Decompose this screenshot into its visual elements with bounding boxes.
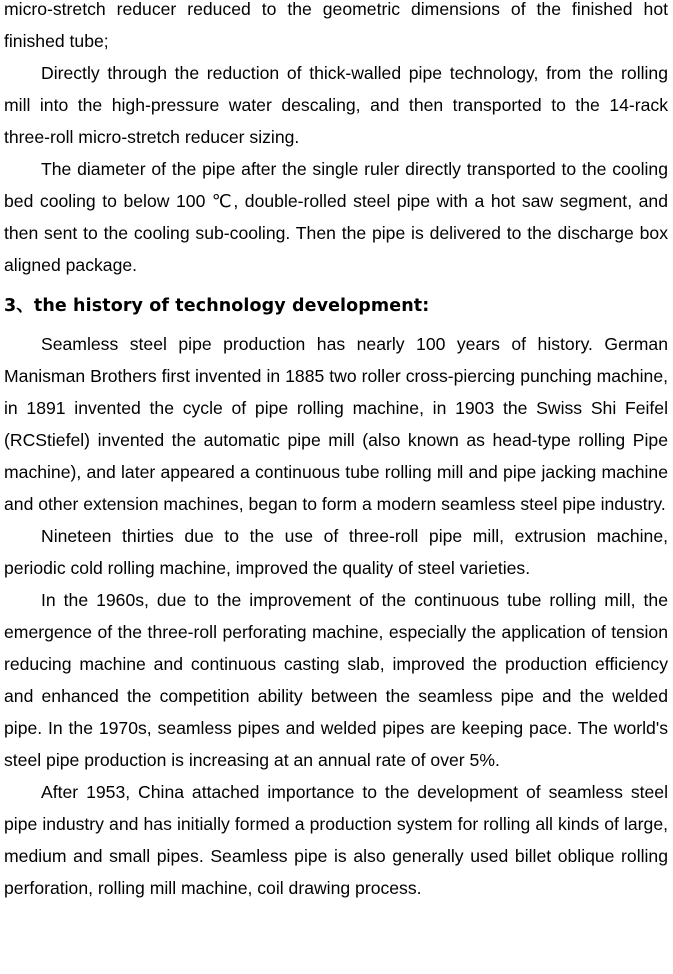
paragraph-cooling-bed: The diameter of the pipe after the single ruler directly transported to the cooling bed cooling to below 100 ℃, double-rolled steel pipe with a hot saw segment, and then sent to the cooling sub-cooling. Then the pipe is delivered to the discharge box aligned package. [4,159,668,275]
paragraph-1960s: In the 1960s, due to the improvement of the continuous tube rolling mill, the emergence of the three-roll perforating machine, especially the application of tension reducing machine and continuous casting slab, improved the production efficiency and enhanced the competition ability between the seamless pipe and the welded pipe. In the 1970s, seamless pipes and welded pipes are keeping pace. The world's steel pipe production is increasing at an annual rate of over 5%. [4,590,668,770]
paragraph-continued-reducer: micro-stretch reducer reduced to the geometric dimensions of the finished hot finished tube; [4,0,668,51]
paragraph-history-overview: Seamless steel pipe production has nearly 100 years of history. German Manisman Brothers first invented in 1885 two roller cross-piercing punching machine, in 1891 invented the cycle of pipe rolling machine, in 1903 the Swiss Shi Feifel (RCStiefel) invented the automatic pipe mill (also known as head-type rolling Pipe machine), and later appeared a continuous tube rolling mill and pipe jacking machine and other extension machines, began to form a modern seamless steel pipe industry. [4,334,668,514]
document-body [4,0,668,904]
paragraph-china-1953: After 1953, China attached importance to the development of seamless steel pipe industry and has initially formed a production system for rolling all kinds of large, medium and small pipes. Seamless pipe is also generally used billet oblique rolling perforation, rolling mill machine, coil drawing process. [4,782,668,898]
paragraph-descaling: Directly through the reduction of thick-walled pipe technology, from the rolling mill into the high-pressure water descaling, and then transported to the 14-rack three-roll micro-stretch reducer sizing. [4,63,668,147]
paragraph-nineteen-thirties: Nineteen thirties due to the use of three-roll pipe mill, extrusion machine, periodic cold rolling machine, improved the quality of steel varieties. [4,526,668,578]
section-heading-history: 3、the history of technology development: [4,296,430,316]
